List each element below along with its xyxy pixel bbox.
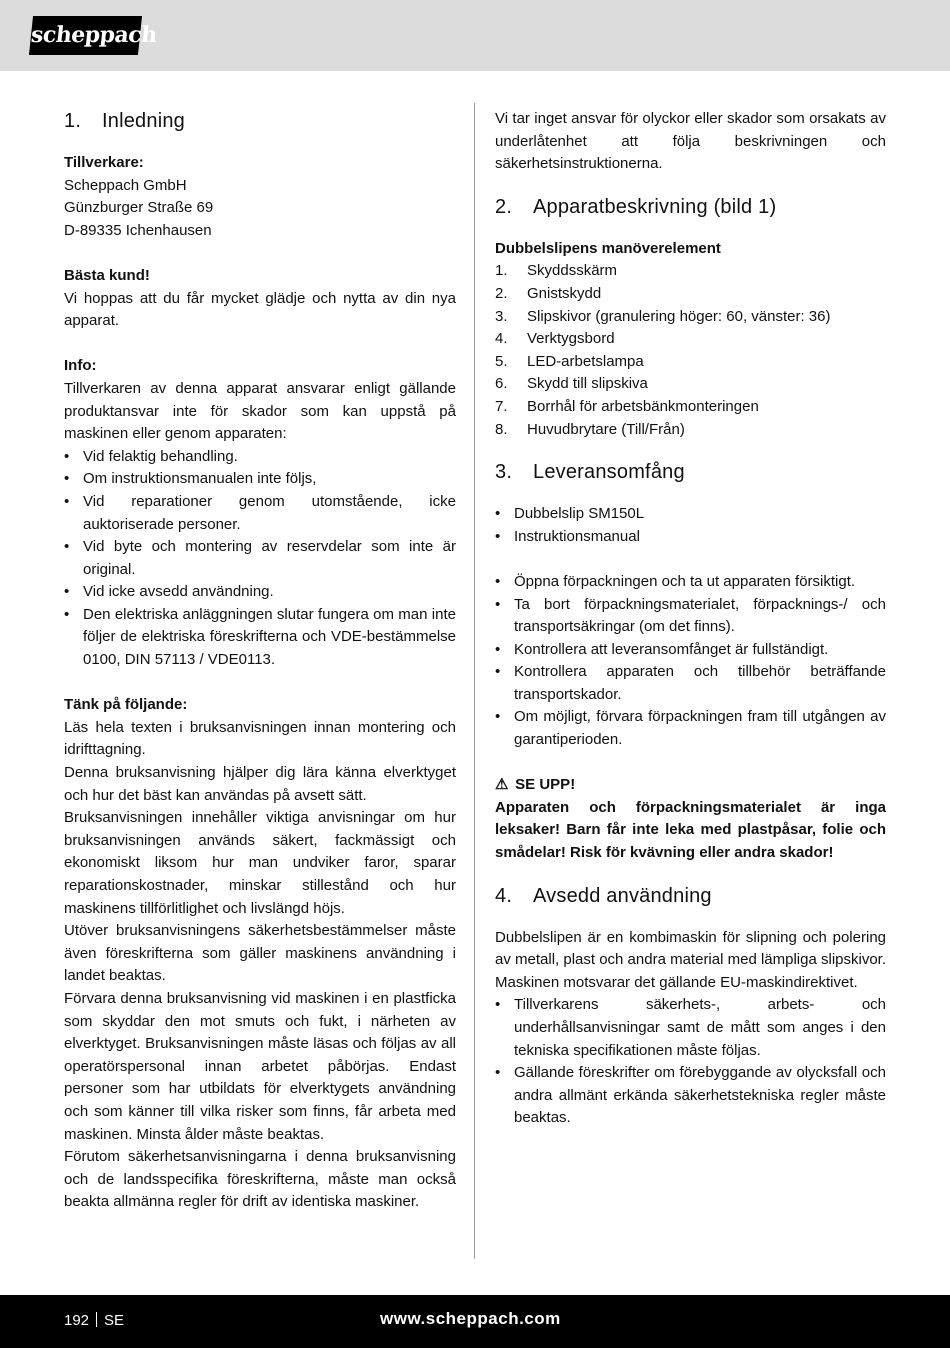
list-item: 1. Skyddsskärm xyxy=(495,262,618,280)
manufacturer-name: Scheppach GmbH xyxy=(64,176,187,194)
list-item: 3. Slipskivor (granulering höger: 60, vänster: 36) xyxy=(495,307,831,325)
list-item: • Om instruktionsmanualen inte följs, xyxy=(64,470,317,488)
unpacking-steps-list xyxy=(495,571,886,752)
note-paragraph: Förutom säkerhetsanvisningarna i denna bruksanvisning och de landsspecifika föreskrifterna, måste man också beakta allmänna regler för drift av identiska maskiner. xyxy=(64,1148,456,1211)
note-label: Tänk på följande: xyxy=(64,696,188,714)
delivery-contents-list xyxy=(495,503,886,548)
scheppach-logo: scheppach xyxy=(29,16,142,55)
intended-use-text: Dubbelslipen är en kombimaskin för slipning och polering av metall, plast och andra material med lämpliga slipskivor. xyxy=(495,928,887,969)
list-item: 7. Borrhål för arbetsbänkmonteringen xyxy=(495,397,759,415)
note-paragraph: Utöver bruksanvisningens säkerhetsbestämmelser måste även föreskrifterna som gäller maskinens användning i landet beaktas. xyxy=(64,922,456,985)
list-item: • Öppna förpackningen och ta ut apparaten försiktigt. xyxy=(495,572,856,590)
liability-intro: Vi tar inget ansvar för olyckor eller skador som orsakats av underlåtenhet att följa beskrivningen och säkerhetsinstruktionerna. xyxy=(495,110,886,173)
directive-text: Maskinen motsvarar det gällande EU-maskindirektivet. xyxy=(495,973,858,991)
list-item: • Tillverkarens säkerhets-, arbets- och underhållsanvisningar samt de mått som anges i den tekniska specifikationen måste följas. xyxy=(495,996,886,1059)
list-item: • Dubbelslip SM150L xyxy=(495,505,645,523)
note-paragraph: Förvara denna bruksanvisning vid maskinen i en plastficka som skyddar den mot smuts och fukt, i närheten av elverktyget. Bruksanvisningen måste läsas och följas av all operatörspersonal innan arbetet påbörjas. Endast personer som har utbildats för elverktygets användning och som känner till vilka risker som finns, får arbeta med maskinen. Minsta ålder måste beaktas. xyxy=(64,989,456,1143)
manufacturer-city: D-89335 Ichenhausen xyxy=(64,221,212,239)
note-paragraph: Denna bruksanvisning hjälper dig lära känna elverktyget och hur det bäst kan användas på avsett sätt. xyxy=(64,764,456,804)
intended-use-list xyxy=(495,994,886,1130)
list-item: 6. Skydd till slipskiva xyxy=(495,375,648,393)
manufacturer-label: Tillverkare: xyxy=(64,154,144,171)
controls-list xyxy=(495,260,886,441)
section-heading-description: 2. Apparatbeskrivning (bild 1) xyxy=(495,195,777,218)
page-number: 192 SE xyxy=(64,1312,125,1329)
column-divider xyxy=(474,103,475,1259)
list-item: • Gällande föreskrifter om förebyggande av olycksfall och andra allmänt erkända säkerhetstekniska regler måste beaktas. xyxy=(495,1064,886,1127)
header-bar xyxy=(0,0,950,71)
list-item: 4. Verktygsbord xyxy=(495,330,615,348)
liability-list xyxy=(64,446,456,672)
warning-text: Apparaten och förpackningsmaterialet är inga leksaker! Barn får inte leka med plastpåsar, folie och smådelar! Risk för kvävning eller andra skador! xyxy=(495,798,886,862)
controls-label: Dubbelslipens manöverelement xyxy=(495,239,721,257)
info-text: Tillverkaren av denna apparat ansvarar enligt gällande produktansvar inte för skador som kan uppstå på maskinen eller genom apparaten: xyxy=(64,379,456,443)
list-item: • Vid icke avsedd användning. xyxy=(64,583,274,601)
info-label: Info: xyxy=(64,357,97,375)
footer-bar xyxy=(0,1295,950,1348)
right-column xyxy=(495,108,886,1130)
list-item: 2. Gnistskydd xyxy=(495,284,602,302)
list-item: • Vid reparationer genom utomstående, icke auktoriserade personer. xyxy=(64,492,456,533)
left-column xyxy=(64,108,456,1214)
warning-triangle-icon: ⚠ xyxy=(495,776,509,794)
website-url: www.scheppach.com xyxy=(380,1309,561,1328)
greeting-text: Vi hoppas att du får mycket glädje och nytta av din nya apparat. xyxy=(64,289,456,330)
note-paragraph: Läs hela texten i bruksanvisningen innan montering och idrifttagning. xyxy=(64,718,456,759)
list-item: • Ta bort förpackningsmaterialet, förpacknings-/ och transportsäkringar (om det finns). xyxy=(495,595,886,636)
warning-label: ⚠ SE UPP! xyxy=(495,774,886,797)
section-heading-introduction: 1. Inledning xyxy=(64,110,185,132)
section-heading-intended-use: 4. Avsedd användning xyxy=(495,884,712,907)
list-item: • Kontrollera apparaten och tillbehör beträffande transportskador. xyxy=(495,663,886,703)
list-item: • Kontrollera att leveransomfånget är fullständigt. xyxy=(495,640,829,658)
list-item: • Vid byte och montering av reservdelar som inte är original. xyxy=(64,538,456,578)
list-item: • Instruktionsmanual xyxy=(495,527,640,545)
list-item: 8. Huvudbrytare (Till/Från) xyxy=(495,420,685,438)
list-item: 5. LED-arbetslampa xyxy=(495,352,644,370)
list-item: • Om möjligt, förvara förpackningen fram till utgången av garantiperioden. xyxy=(495,708,886,749)
list-item: • Den elektriska anläggningen slutar fungera om man inte följer de elektriska föreskrifterna och VDE-bestämmelse 0100, DIN 57113 / VDE0113. xyxy=(64,605,456,669)
section-heading-delivery: 3. Leveransomfång xyxy=(495,461,685,484)
note-paragraph: Bruksanvisningen innehåller viktiga anvisningar om hur bruksanvisningen används säkert, fackmässigt och ekonomiskt liksom hur man undviker faror, sparar reparationskostnader, minskar stillestånd och hur maskinens tillförlitlighet och livslängd höjs. xyxy=(64,809,456,917)
list-item: • Vid felaktig behandling. xyxy=(64,447,238,465)
manufacturer-street: Günzburger Straße 69 xyxy=(64,199,214,217)
greeting: Bästa kund! xyxy=(64,266,150,284)
